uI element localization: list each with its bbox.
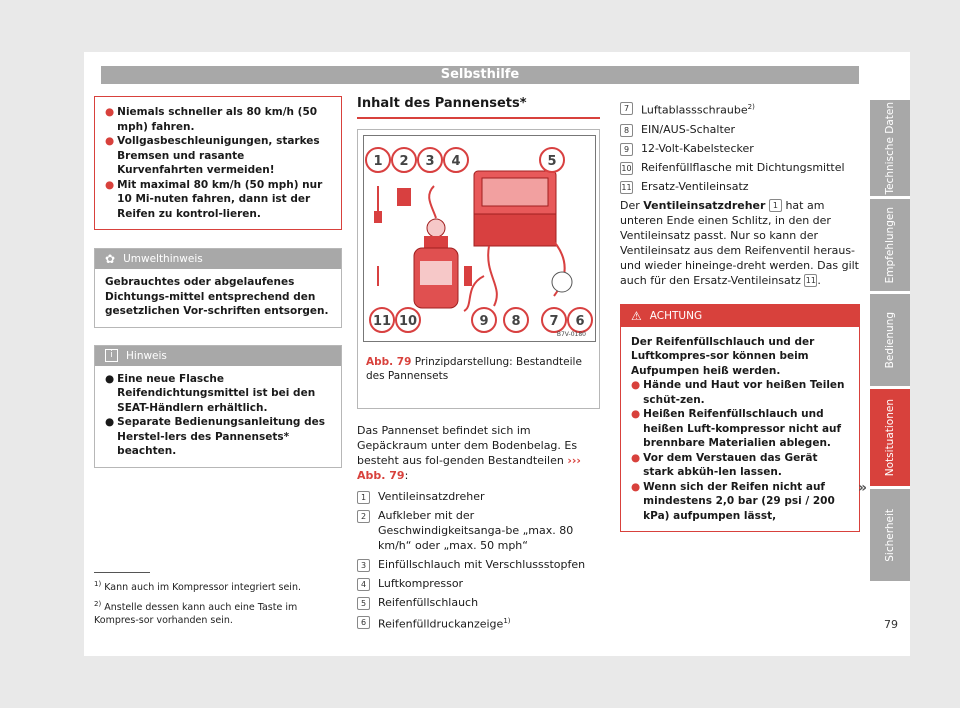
caution-box [620,304,860,533]
page-header: Selbsthilfe [101,66,859,84]
list-item: 3 Einfüllschlauch mit Verschlussstopfen [357,557,600,572]
caution-item: ● Vor dem Verstauen das Gerät stark abküh-len lassen. [631,451,818,479]
hint-note [94,345,342,468]
bullet-icon: ● [631,379,641,392]
figure-label: 6 [575,314,585,329]
bullet-icon: ● [631,451,641,464]
footnote: $^{2)}$ Anstelle dessen kann auch eine Taste im Kompres-sor vorhanden sein. [94,600,298,627]
environment-note [94,248,342,328]
bullet-icon: ● [105,372,115,385]
list-item: 5 Reifenfüllschlauch [357,595,600,610]
tab-empfehlungen[interactable]: Empfehlungen [870,199,910,291]
list-item: 10 Reifenfüllflasche mit Dichtungsmittel [621,160,845,174]
figure-label: 1 [373,154,383,169]
section-title: Inhalt des Pannensets* [357,96,600,119]
warning-item: ● Mit maximal 80 km/h (50 mph) nur 10 Mi-nuten fahren, dann ist der Reifen zu kontrol-lieren. [105,178,323,220]
list-item: 7 Luftablassschraube$^{2)}$ [620,100,860,118]
bullet-icon: ● [631,480,641,493]
list-item: 6 Reifenfülldruckanzeige$^{1)}$ [357,614,600,632]
component-list-continued [620,100,860,194]
footnote-ref: 2) [747,103,755,111]
component-list [357,489,600,632]
figure-label: 11 [372,314,392,329]
figure-label: 8 [511,314,521,329]
figure-label: 10 [398,314,418,329]
environment-title: Umwelthinweis [123,253,203,265]
right-column [620,96,860,532]
hint-title: Hinweis [126,349,167,362]
footnotes [94,578,344,631]
figure-label: 2 [399,154,409,169]
continue-icon: » [858,480,868,496]
warning-box [94,96,342,230]
caution-item: ● Wenn sich der Reifen nicht auf mindestens 2,0 bar (29 psi / 200 kPa) aufpumpen lässt, [631,480,835,522]
list-item: 8 EIN/AUS-Schalter [620,122,860,137]
environment-icon: ✿ [105,252,116,266]
caution-title: ACHTUNG [649,309,703,322]
list-item: 11 Ersatz-Ventileinsatz [621,179,749,193]
bullet-icon: ● [631,408,641,421]
tab-bedienung[interactable]: Bedienung [870,294,910,386]
figure-label: 3 [425,154,435,169]
footnote: $^{1)}$ Kann auch im Kompressor integriert sein. [94,580,301,594]
warning-item: ● Niemals schneller als 80 km/h (50 mph) fahren. [105,106,318,133]
footnote-ref: 1) [503,617,511,625]
footnote-divider [94,572,150,573]
figure-label: 9 [479,314,489,329]
middle-column [357,96,600,636]
figure-label: 7 [549,314,559,329]
figure-illustration [363,135,596,342]
tab-notsituationen[interactable]: Notsituationen [870,389,910,486]
figure-label: 4 [451,154,461,169]
bullet-icon: ● [105,135,115,147]
bullet-icon: ● [105,106,115,118]
intro-paragraph: Das Pannenset befindet sich im Gepäckraum unter dem Bodenbelag. Es besteht aus fol-genden Bestandteilen ››› Abb. 79: [357,424,581,482]
hint-item: ● Eine neue Flasche Reifendichtungsmittel ist bei den SEAT-Händlern erhältlich. [105,372,316,414]
figure-label: 5 [547,154,557,169]
caution-item: ● Heißen Reifenfüllschlauch und heißen Luft-kompressor nicht auf brennbare Materialien ablegen. [631,408,842,450]
list-item: 2 Aufkleber mit der Geschwindigkeitsanga-be „max. 80 km/h“ oder „max. 50 mph“ [357,508,600,553]
list-item: 1 Ventileinsatzdreher [357,489,600,504]
caution-item: ● Hände und Haut vor heißen Teilen schüt-zen. [631,379,845,406]
valve-paragraph: Der Ventileinsatzdreher 1 hat am unteren Ende einen Schlitz, in den der Ventileinsatz passt. Nur so kann der Ventileinsatz aus dem Reifenventil heraus- und wieder hineinge-dreht werden. Das gilt auch für den Ersatz-Ventileinsatz 11. [620,198,859,287]
tab-technische-daten[interactable]: Technische Daten [870,100,910,196]
caution-intro: Der Reifenfüllschlauch und der Luftkompres-sor können beim Aufpumpen heiß werden. [631,335,815,377]
figure-box [357,129,600,409]
warning-triangle-icon: ⚠ [631,308,642,323]
list-item: 9 12-Volt-Kabelstecker [620,141,860,156]
figure-caption: Abb. 79 Prinzipdarstellung: Bestandteile des Pannensets [366,356,582,382]
info-icon: i [105,349,118,362]
left-column [94,96,342,468]
page-number: 79 [884,618,898,631]
bullet-icon: ● [105,178,115,191]
figure-code: B7V-0180 [556,331,586,338]
warning-item: ● Vollgasbeschleunigungen, starkes Bremsen und rasante Kurvenfahrten vermeiden! [105,135,320,176]
environment-text: Gebrauchtes oder abgelaufenes Dichtungs-mittel entsprechend den gesetzlichen Vor-schriften entsorgen. [105,276,329,317]
hint-item: ● Separate Bedienungsanleitung des Herstel-lers des Pannensets* beachten. [105,416,325,457]
list-item: 4 Luftkompressor [357,576,600,591]
puncture-kit-illustration [364,136,595,341]
bullet-icon: ● [105,416,115,428]
tab-sicherheit[interactable]: Sicherheit [870,489,910,581]
figure-reference-link[interactable]: ››› Abb. 79 [357,454,581,482]
